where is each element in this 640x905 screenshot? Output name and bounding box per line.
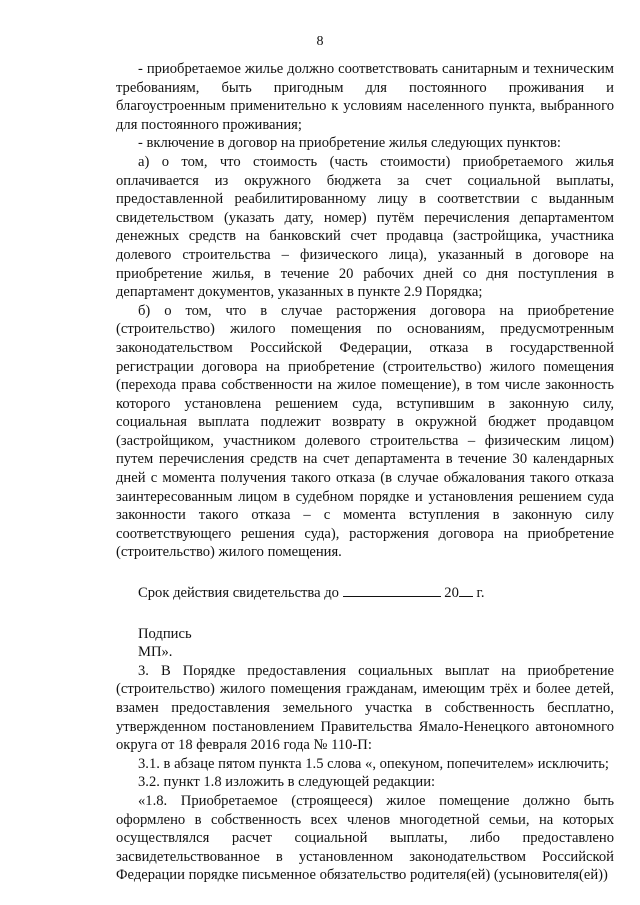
- year-blank: [459, 596, 473, 597]
- paragraph-clause-a: а) о том, что стоимость (часть стоимости) приобретаемого жилья оплачивается из окружного бюджета за счет социальной выплаты, предоставленной реабилитированному лицу в соответствии с выданным свидетельством (указать дату, номер) путём перечисления департаментом денежных средств на банковский счет продавца (застройщика, участника долевого строительства – физического лица), указанный в договоре на приобретение жилья, в течение 20 рабочих дней со дня поступления в департамент документов, указанных в пункте 2.9 Порядка;: [116, 153, 614, 301]
- seal-label: МП».: [138, 644, 173, 661]
- spacer: [116, 562, 614, 584]
- document-body: [116, 60, 614, 885]
- date-blank: [343, 596, 441, 597]
- paragraph-amendment-3-2: 3.2. пункт 1.8 изложить в следующей редакции:: [138, 774, 436, 791]
- paragraph-clause-b: б) о том, что в случае расторжения договора на приобретение (строительство) жилого помещения по основаниям, предусмотренным законодательством Российской Федерации, отказа в государственной регистрации договора на приобретение (строительство) жилого помещения (перехода права собственности на жилое помещение), в том числе законность которого установлена решением суда, вступившим в законную силу, социальная выплата подлежит возврату в окружной бюджет продавцом (застройщиком, участником долевого строительства – физическим лицом) путем перечисления средств на счет департамента в течение 30 календарных дней с момента получения такого отказа (в случае обжалования такого отказа заинтересованным лицом в судебном порядке и установления решением суда законности такого отказа – с момента вступления в законную силу соответствующего решения суда), расторжения договора на приобретение (строительство) жилого помещения.: [116, 302, 614, 561]
- paragraph-contract-clauses: - включение в договор на приобретение жилья следующих пунктов:: [138, 135, 561, 152]
- page-number: 8: [316, 34, 324, 49]
- paragraph-clause-1-8: «1.8. Приобретаемое (строящееся) жилое помещение должно быть оформлено в собственность всех членов многодетной семьи, на которых осуществлялся расчет социальной выплаты, либо предоставлено засвидетельствованное в установленном законодательством Российской Федерации порядке письменное обязательство родителя(ей) (усыновителя(ей)): [116, 792, 614, 884]
- validity-line: [116, 584, 614, 603]
- signature-label: Подпись: [138, 625, 192, 642]
- paragraph-housing-requirements: - приобретаемое жилье должно соответствовать санитарным и техническим требованиям, быть пригодным для постоянного проживания и благоустроенным применительно к условиям населенного пункта, выбранного для постоянного проживания;: [116, 61, 614, 133]
- validity-year-prefix: 20: [444, 585, 459, 602]
- paragraph-amendment-3-1: 3.1. в абзаце пятом пункта 1.5 слова «, опекуном, попечителем» исключить;: [138, 755, 609, 772]
- validity-suffix: г.: [476, 585, 485, 602]
- validity-prefix: Срок действия свидетельства до: [138, 585, 339, 602]
- spacer: [116, 603, 614, 625]
- paragraph-amendment-3: 3. В Порядке предоставления социальных выплат на приобретение (строительство) жилого помещения гражданам, имеющим трёх и более детей, взамен предоставления земельного участка в собственность бесплатно, утвержденном постановлением Правительства Ямало-Ненецкого автономного округа от 18 февраля 2016 года № 110-П:: [116, 662, 614, 754]
